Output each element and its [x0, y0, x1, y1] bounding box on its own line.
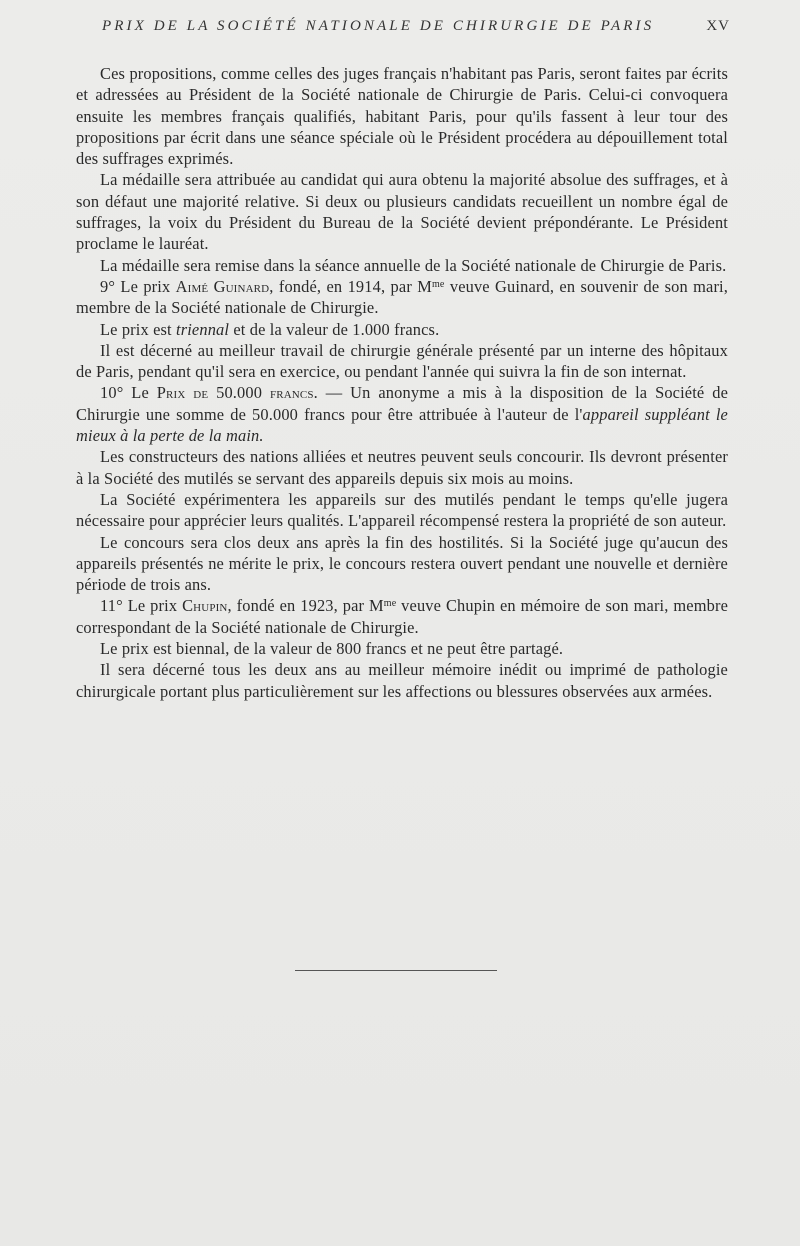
page-number: XV [706, 18, 730, 34]
prize-name: Chupin [182, 596, 228, 616]
body-text [76, 63, 728, 702]
paragraph-proposals: Ces propositions, comme celles des juges français n'habitant pas Paris, seront faites par écrits et adressées au Président de la Société nationale de Chirurgie de Paris. Celui-ci convoquera ensuite les membres français qualifiés, habitant Paris, pour qu'ils fassent à leur tour des propositions par écrit dans une séance spéciale où le Président procédera au dépouillement total des suffrages exprimés. [76, 64, 728, 169]
paragraph-prize-chupin-terms: Il sera décerné tous les deux ans au meilleur mémoire inédit ou imprimé de pathologie chirurgicale portant plus particulièrement sur les affections ou blessures observées aux armées. [76, 660, 728, 701]
paragraph-prize-50000: 10° Le Prix de 50.000 francs. — Un anonyme a mis à la disposition de la Société de Chirurgie une somme de 50.000 francs pour être attribuée à l'auteur de l'appareil suppléant le mieux à la perte de la main. [76, 383, 728, 446]
item-number: 9° [100, 276, 116, 296]
emphasis: appareil suppléant le mieux à la perte de la main. [76, 404, 728, 446]
paragraph-prize-chupin-value: Le prix est biennal, de la valeur de 800 francs et ne peut être partagé. [100, 639, 564, 659]
paragraph-prize-chupin: 11° Le prix Chupin, fondé en 1923, par $M^{me}$ veuve Chupin en mémoire de son mari, membre correspondant de la Société nationale de Chirurgie. [76, 596, 728, 637]
emphasis: triennal [176, 319, 230, 339]
paragraph-prize-guinard-value: Le prix est triennal et de la valeur de 1.000 francs. [100, 319, 440, 339]
paragraph-prize-guinard: 9° Le prix Aimé Guinard, fondé, en 1914, par $M^{me}$ veuve Guinard, en souvenir de son mari, membre de la Société nationale de Chirurgie. [76, 276, 729, 318]
paragraph-medal-award: La médaille sera attribuée au candidat qui aura obtenu la majorité absolue des suffrages, et à son défaut une majorité relative. Si deux ou plusieurs candidats recueillent un nombre égal de suffrages, la voix du Président du Bureau de la Société devient prépondérante. Le Président proclame le lauréat. [76, 170, 728, 254]
item-number: 11° [100, 596, 123, 616]
paragraph-closing: Le concours sera clos deux ans après la fin des hostilités. Si la Société juge qu'aucun des appareils présentés ne mérite le prix, le concours restera ouvert pendant une nouvelle et dernière période de trois ans. [76, 532, 728, 595]
running-title: PRIX DE LA SOCIÉTÉ NATIONALE DE CHIRURGIE DE PARIS [102, 18, 655, 34]
end-rule [295, 970, 497, 971]
prize-name: Prix de 50.000 francs. [156, 383, 318, 403]
running-header [78, 18, 730, 42]
paragraph-medal-ceremony: La médaille sera remise dans la séance annuelle de la Société nationale de Chirurgie de Paris. [100, 255, 727, 275]
prize-name: Aimé Guinard [175, 276, 270, 296]
paragraph-eligibility: Les constructeurs des nations alliées et neutres peuvent seuls concourir. Ils devront présenter à la Société des mutilés se servant des appareils depuis six mois au moins. [76, 447, 728, 488]
paragraph-testing: La Société expérimentera les appareils sur des mutilés pendant le temps qu'elle jugera nécessaire pour apprécier leurs qualités. L'appareil récompensé restera la propriété de son auteur. [76, 489, 728, 531]
item-number: 10° [100, 383, 124, 403]
paragraph-prize-guinard-terms: Il est décerné au meilleur travail de chirurgie générale présenté par un interne des hôpitaux de Paris, pendant qu'il sera en exercice, ou pendant l'année qui suivra la fin de son internat. [76, 340, 728, 382]
